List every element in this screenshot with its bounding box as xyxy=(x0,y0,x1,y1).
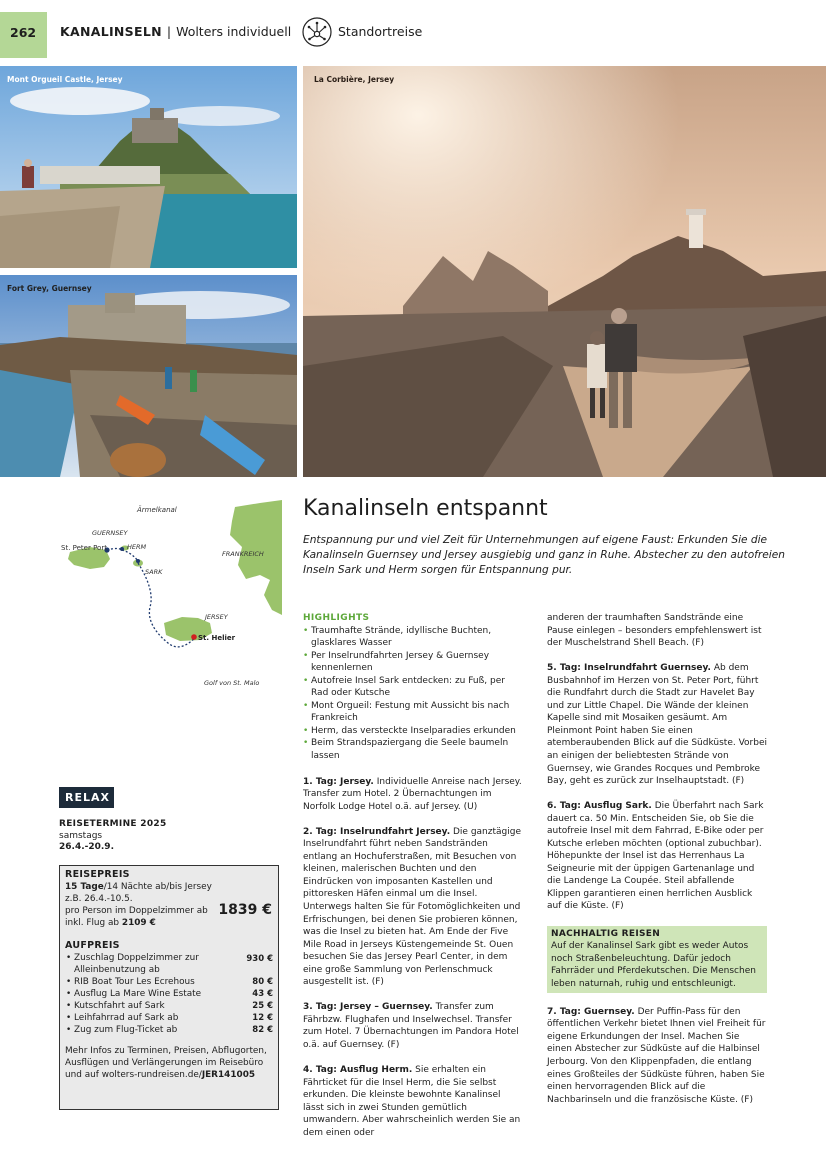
dates-day: samstags xyxy=(59,830,103,841)
page-number-tab xyxy=(0,12,47,58)
map-label-sark: SARK xyxy=(145,568,163,576)
price-flight: inkl. Flug ab 2109 € xyxy=(65,918,156,928)
map-label-herm: HERM xyxy=(127,543,147,551)
price-heading: REISEPREIS xyxy=(65,869,130,880)
price-duration: 15 Tage/14 Nächte ab/bis Jersey xyxy=(65,882,212,892)
route-map xyxy=(50,495,282,695)
photo-caption: Mont Orgueil Castle, Jersey xyxy=(7,75,123,84)
map-marker-herm xyxy=(120,547,124,551)
surcharge-item: • Ausflug La Mare Wine Estate 43 € xyxy=(65,988,273,1000)
surcharge-item: • Zug zum Flug-Ticket ab 82 € xyxy=(65,1024,273,1036)
surcharge-item: • Zuschlag Doppelzimmer zur Alleinbenutzung ab 930 € xyxy=(65,952,273,976)
photo-la-corbiere xyxy=(303,66,826,477)
dates-range: 26.4.-20.9. xyxy=(59,842,114,852)
price-per-person: pro Person im Doppelzimmer ab xyxy=(65,906,208,916)
highlights-list xyxy=(303,625,523,763)
text-column-1 xyxy=(303,612,523,1152)
photo-mont-orgueil xyxy=(0,66,297,268)
day-entry: 7. Tag: Guernsey. Der Puffin-Pass für den öffentlichen Verkehr bietet Ihnen viel Freiheit für eigene Erkundungen der Insel. Machen Sie einen Abstecher zur Südküste auf die Halbinsel Jerbourg. Von den Klippenpfaden, die entlang eines Großteiles der Südküste führen, haben Sie einen hervorragenden Blick auf die Nachbarinseln und die französische Küste. (F) xyxy=(547,1006,766,1105)
photo-caption: La Corbière, Jersey xyxy=(314,75,395,84)
text-column-2 xyxy=(547,612,767,1119)
day-entry: 3. Tag: Jersey – Guernsey. Transfer zum Fährbzw. Flughafen und Inselwechsel. Transfer zum Hotel. 7 Übernachtungen im Pandora Hotel o.ä. auf Guernsey. (F) xyxy=(303,1002,519,1050)
page-number: 262 xyxy=(10,25,37,40)
trip-code: JER141005 xyxy=(201,1070,256,1080)
day-entry: 5. Tag: Inselrundfahrt Guernsey. Ab dem Busbahnhof im Herzen von St. Peter Port, führt die Rundfahrt durch die Stadt zur Havelet Bay und zur Little Chapel. Die Wände der kleinen Kapelle sind mit Mosaiken gesäumt. Am Pleinmont Point haben Sie einen atemberaubenden Blick auf die Südküste. Vorbei an einigen der beliebtesten Strände von Guernsey, wie Grandes Rocques und Pembroke Bay, geht es zurück zur Inselhauptstadt. (F) xyxy=(547,663,768,787)
star-base-icon xyxy=(302,17,332,47)
header-separator: | xyxy=(166,24,172,39)
section-header xyxy=(60,24,291,39)
map-label-guernsey: GUERNSEY xyxy=(92,529,128,537)
highlight-item: • Traumhafte Strände, idyllische Buchten, glasklares Wasser xyxy=(303,625,523,650)
surcharge-item: • Leihfahrrad auf Sark ab 12 € xyxy=(65,1012,273,1024)
intro-text: Entspannung pur und viel Zeit für Unternehmungen auf eigene Faust: Erkunden Sie die Kanalinseln Guernsey und Jersey ausgiebig und ganz in Ruhe. Abstecher zu den autofreien Inseln Sark und Herm sorgen für Entspannung pur. xyxy=(303,534,785,576)
dates-heading: REISETERMINE 2025 xyxy=(59,819,167,829)
highlights-heading: HIGHLIGHTS xyxy=(303,613,370,623)
highlight-item: • Herm, das versteckte Inselparadies erkunden xyxy=(303,725,523,738)
photo-fort-grey xyxy=(0,275,297,477)
travel-type: Standortreise xyxy=(338,24,423,39)
map-label-st-peter-port: St. Peter Port xyxy=(61,544,107,552)
price-amount: 1839 € xyxy=(218,902,272,918)
more-info-text: Mehr Infos zu Terminen, Preisen, Abflugorten, Ausflügen und Verlängerungen im Reisebüro und auf wolters-rundreisen.de/JER141005 xyxy=(65,1046,267,1080)
day-entry: 2. Tag: Inselrundfahrt Jersey. Die ganztägige Inselrundfahrt führt neben Sandstränden entlang an Hochuferstraßen, mit Besuchen von kleinen, malerischen Buchten und den Eindrücken von imposanten Kastellen und pittoresken Häfen einmal um die Insel. Unterwegs halten Sie für Fotomöglichkeiten und Erfrischungen, bei denen Sie probieren können, was die Insel zu bieten hat. Am Ende der Five Mile Road in Jerseys Küstengemeinde St. Ouen besuchen Sie das Jersey Pearl Center, in dem eine große Sammlung von Perlenschmuck ausgestellt ist. (F) xyxy=(303,826,521,988)
price-box xyxy=(59,865,279,1110)
page-title: Kanalinseln entspannt xyxy=(303,496,548,521)
photo-caption: Fort Grey, Guernsey xyxy=(7,284,92,293)
section-title: KANALINSELN xyxy=(60,24,162,39)
price-example-date: z.B. 26.4.-10.5. xyxy=(65,894,133,904)
highlight-item: • Per Inselrundfahrten Jersey & Guernsey kennenlernen xyxy=(303,650,523,675)
series-title: Wolters individuell xyxy=(176,24,292,39)
day-entry: 6. Tag: Ausflug Sark. Die Überfahrt nach Sark dauert ca. 50 Min. Entscheiden Sie, ob Sie die autofreie Insel mit dem Fahrrad, E-Bike oder per Kutsche erleben möchten (optional zubuchbar). Höhepunkte der Insel ist das Herrenhaus La Seigneurie mit der üppigen Gartenanlage und die Landenge La Coupée. Steil abfallende Klippen garantieren einen herrlichen Ausblick auf die Küste. (F) xyxy=(547,801,764,912)
day-entry: 1. Tag: Jersey. Individuelle Anreise nach Jersey. Transfer zum Hotel. 2 Übernachtungen im Norfolk Lodge Hotel o.ä. auf Jersey. (U) xyxy=(303,776,522,812)
relax-badge: RELAX xyxy=(59,787,114,808)
surcharge-item: • Kutschfahrt auf Sark 25 € xyxy=(65,1000,273,1012)
surcharges-heading: AUFPREIS xyxy=(65,940,120,951)
map-label-gulf: Golf von St. Malo xyxy=(204,679,260,687)
day-entry: 4. Tag: Ausflug Herm. Sie erhalten ein Fährticket für die Insel Herm, die Sie selbst erkunden. Die kleinste bewohnte Kanalinsel lässt sich in zwei Stunden gemütlich umwandern. Aber wahrscheinlich werden Sie an dem einen oder xyxy=(303,1065,521,1138)
map-label-jersey: JERSEY xyxy=(205,613,228,621)
sustainable-text: Auf der Kanalinsel Sark gibt es weder Autos noch Straßenbeleuchtung. Dafür jedoch Fahrräder und Pferdekutschen. Die Menschen leben naturnah, ruhig und entschleunigt. xyxy=(551,941,756,989)
map-marker-sark xyxy=(136,559,140,563)
sustainable-travel-box xyxy=(547,926,767,994)
map-label-france: FRANKREICH xyxy=(222,550,264,558)
sustainable-heading: NACHHALTIG REISEN xyxy=(551,928,661,939)
route-line xyxy=(122,550,138,561)
highlight-item: • Autofreie Insel Sark entdecken: zu Fuß, per Rad oder Kutsche xyxy=(303,675,523,700)
highlight-item: • Mont Orgueil: Festung mit Aussicht bis nach Frankreich xyxy=(303,700,523,725)
map-marker-st-helier xyxy=(191,634,197,640)
day-entry-continuation: anderen der traumhaften Sandstrände eine Pause einlegen – besonders empfehlenswert ist der Muschelstrand Shell Beach. (F) xyxy=(547,613,762,649)
travel-dates xyxy=(59,819,269,854)
highlight-item: • Beim Strandspaziergang die Seele baumeln lassen xyxy=(303,737,523,762)
map-label-st-helier: St. Helier xyxy=(198,634,236,642)
map-label-sea: Ärmelkanal xyxy=(137,506,177,514)
surcharge-item: • RIB Boat Tour Les Ecrehous 80 € xyxy=(65,976,273,988)
